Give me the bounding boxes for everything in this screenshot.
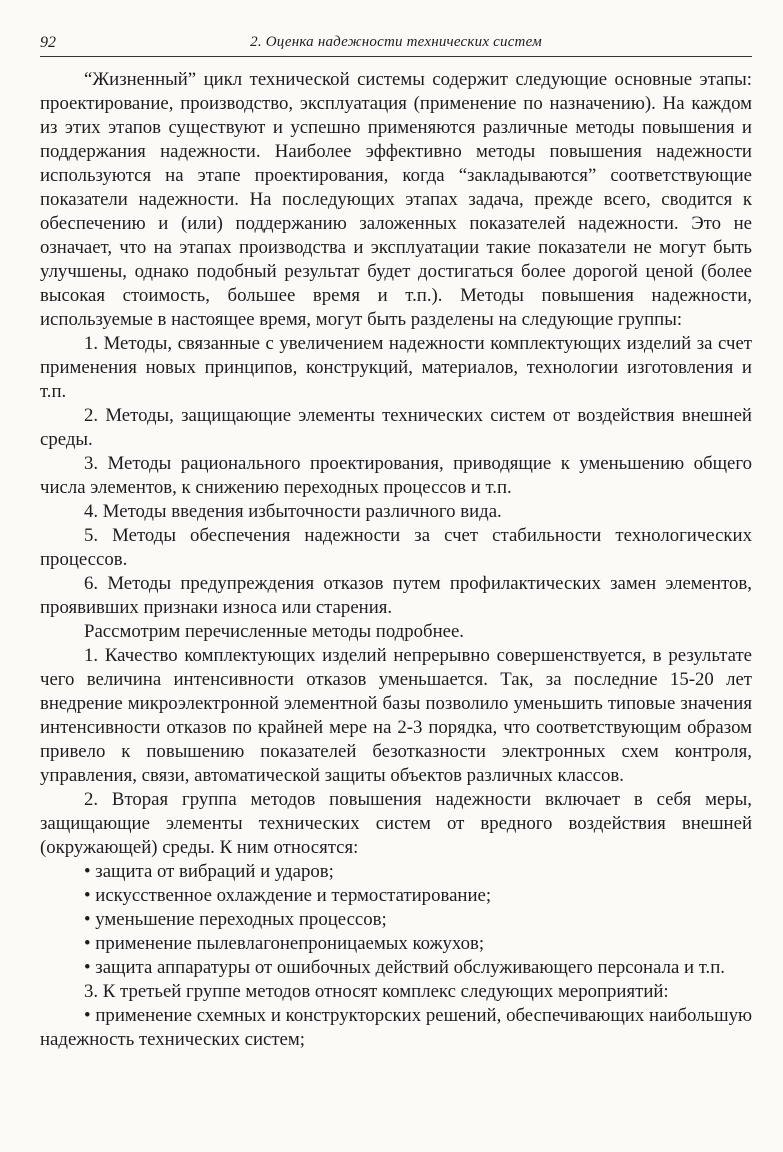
page-number: 92 bbox=[40, 34, 56, 51]
paragraph-detail-2: 2. Вторая группа методов повышения надежности включает в себя меры, защищающие элементы технических систем от вредного воздействия внешней (окружающей) среды. К ним относятся: bbox=[40, 789, 752, 858]
bullet-item: • защита от вибраций и ударов; bbox=[84, 861, 334, 882]
paragraph-intro: “Жизненный” цикл технической системы содержит следующие основные этапы: проектирование, производство, эксплуатация (применение по назначению). На каждом из этих этапов существуют и успешно применяются различные методы повышения и поддержания надежности. Наиболее эффективно методы повышения надежности используются на этапе проектирования, когда “закладываются” соответствующие показатели надежности. На последующих этапах задача, прежде всего, сводится к обеспечению и (или) поддержанию заложенных показателей надежности. Это не означает, что на этапах производства и эксплуатации такие показатели не могут быть улучшены, однако подобный результат будет достигаться более дорогой ценой (более высокая стоимость, большее время и т.п.). Методы повышения надежности, используемые в настоящее время, могут быть разделены на следующие группы: bbox=[40, 69, 752, 330]
paragraph-method-6: 6. Методы предупреждения отказов путем профилактических замен элементов, проявивших признаки износа или старения. bbox=[40, 573, 752, 618]
paragraph-method-3: 3. Методы рационального проектирования, приводящие к уменьшению общего числа элементов, к снижению переходных процессов и т.п. bbox=[40, 453, 752, 498]
running-title: 2. Оценка надежности технических систем bbox=[250, 34, 542, 50]
page-header bbox=[40, 34, 752, 57]
bullet-item: • уменьшение переходных процессов; bbox=[84, 909, 387, 930]
bullet-item: • применение пылевлагонепроницаемых кожухов; bbox=[84, 933, 485, 954]
paragraph-method-4: 4. Методы введения избыточности различного вида. bbox=[84, 501, 502, 522]
paragraph-method-1: 1. Методы, связанные с увеличением надежности комплектующих изделий за счет применения новых принципов, конструкций, материалов, технологии изготовления и т.п. bbox=[40, 333, 752, 402]
paragraph-detail-1: 1. Качество комплектующих изделий непрерывно совершенствуется, в результате чего величина интенсивности отказов уменьшается. Так, за последние 15-20 лет внедрение микроэлектронной элементной базы позволило уменьшить типовые значения интенсивности отказов по крайней мере на 2-3 порядка, что соответствующим образом привело к повышению показателей безотказности электронных схем контроля, управления, связи, автоматической защиты объектов различных классов. bbox=[40, 645, 752, 786]
bullet-item: • применение схемных и конструкторских решений, обеспечивающих наибольшую надежность технических систем; bbox=[40, 1005, 752, 1050]
body-text bbox=[40, 68, 752, 1052]
bullet-item: • защита аппаратуры от ошибочных действий обслуживающего персонала и т.п. bbox=[84, 957, 725, 978]
paragraph-transition: Рассмотрим перечисленные методы подробнее. bbox=[84, 621, 464, 642]
paragraph-detail-3: 3. К третьей группе методов относят комплекс следующих мероприятий: bbox=[84, 981, 669, 1002]
paragraph-method-5: 5. Методы обеспечения надежности за счет стабильности технологических процессов. bbox=[40, 525, 752, 570]
paragraph-method-2: 2. Методы, защищающие элементы технических систем от воздействия внешней среды. bbox=[40, 405, 752, 450]
bullet-item: • искусственное охлаждение и термостатирование; bbox=[84, 885, 492, 906]
